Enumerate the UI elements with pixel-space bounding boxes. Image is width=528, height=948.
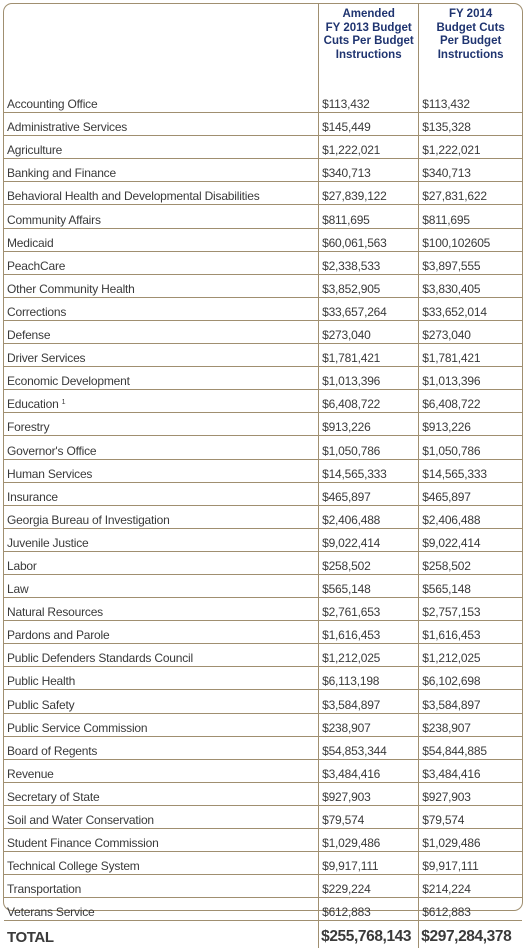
agency-name-cell	[4, 436, 319, 459]
fy2013-cut-value: $1,212,025	[319, 644, 419, 667]
agency-name-cell	[4, 251, 319, 274]
agency-name-cell	[4, 574, 319, 597]
fy2013-cut-value: $1,050,786	[319, 436, 419, 459]
table-row	[4, 713, 522, 736]
agency-name: Revenue	[7, 766, 54, 781]
fy2014-cut-value: $3,484,416	[419, 759, 522, 782]
fy2013-cut-value: $2,406,488	[319, 505, 419, 528]
table-row	[4, 644, 522, 667]
fy2013-cut-value: $54,853,344	[319, 736, 419, 759]
fy2014-cut-value: $9,917,111	[419, 852, 522, 875]
total-row	[4, 921, 522, 948]
fy2013-cut-value: $927,903	[319, 782, 419, 805]
agency-name-cell	[4, 898, 319, 921]
table-row	[4, 528, 522, 551]
table-row	[4, 367, 522, 390]
agency-name: Behavioral Health and Developmental Disabilities	[7, 189, 260, 204]
fy2014-cut-value: $100,102605	[419, 228, 522, 251]
total-fy2013-value: $255,768,143	[319, 921, 419, 948]
agency-name-cell	[4, 598, 319, 621]
agency-name: Labor	[7, 558, 37, 573]
table-row	[4, 829, 522, 852]
agency-name-cell	[4, 482, 319, 505]
table-row	[4, 805, 522, 828]
agency-name: Economic Development	[7, 374, 130, 389]
fy2013-cut-value: $1,781,421	[319, 344, 419, 367]
agency-name-cell	[4, 367, 319, 390]
agency-name: Public Service Commission	[7, 720, 148, 735]
agency-name: Human Services	[7, 466, 93, 481]
table-row	[4, 136, 522, 159]
table-row	[4, 274, 522, 297]
fy2013-cut-value: $6,113,198	[319, 667, 419, 690]
fy2014-cut-value: $565,148	[419, 574, 522, 597]
fy2014-cut-value: $33,652,014	[419, 297, 522, 320]
fy2013-cut-value: $913,226	[319, 413, 419, 436]
fy2013-cut-value: $465,897	[319, 482, 419, 505]
agency-name: Governor's Office	[7, 443, 97, 458]
agency-name-cell	[4, 113, 319, 136]
agency-name: Medicaid	[7, 235, 54, 250]
agency-name-cell	[4, 667, 319, 690]
agency-name-cell	[4, 297, 319, 320]
fy2013-cut-value: $811,695	[319, 205, 419, 228]
fy2013-cut-value: $1,222,021	[319, 136, 419, 159]
agency-name-cell	[4, 875, 319, 898]
agency-name: Corrections	[7, 304, 67, 319]
header-agency	[4, 4, 319, 90]
table-row	[4, 667, 522, 690]
fy2013-cut-value: $1,029,486	[319, 829, 419, 852]
table-row	[4, 736, 522, 759]
fy2013-cut-value: $3,584,897	[319, 690, 419, 713]
agency-name: Technical College System	[7, 859, 140, 874]
fy2014-cut-value: $811,695	[419, 205, 522, 228]
fy2013-cut-value: $79,574	[319, 805, 419, 828]
agency-name: Soil and Water Conservation	[7, 813, 154, 827]
agency-name-cell	[4, 159, 319, 182]
fy2014-cut-value: $1,029,486	[419, 829, 522, 852]
agency-name-cell	[4, 690, 319, 713]
agency-name-cell	[4, 782, 319, 805]
table-row	[4, 482, 522, 505]
agency-name: Juvenile Justice	[7, 535, 89, 550]
table-row	[4, 182, 522, 205]
agency-name: Insurance	[7, 489, 58, 504]
agency-name-cell	[4, 390, 319, 413]
fy2014-cut-value: $1,781,421	[419, 344, 522, 367]
header-fy2014-line: Instructions	[437, 48, 504, 61]
budget-cuts-table	[4, 4, 522, 948]
fy2014-cut-value: $54,844,885	[419, 736, 522, 759]
agency-name: Law	[7, 582, 29, 597]
fy2013-cut-value: $2,761,653	[319, 598, 419, 621]
table-row	[4, 852, 522, 875]
agency-name: Other Community Health	[7, 281, 135, 296]
agency-name: Agriculture	[7, 143, 63, 158]
table-row	[4, 320, 522, 343]
fy2013-cut-value: $2,338,533	[319, 251, 419, 274]
fy2014-cut-value: $1,013,396	[419, 367, 522, 390]
header-fy2013-line: FY 2013 Budget	[325, 21, 412, 34]
fy2014-cut-value: $612,883	[419, 898, 522, 921]
table-row	[4, 621, 522, 644]
header-fy2013-line: Amended	[342, 8, 395, 20]
table-row	[4, 344, 522, 367]
fy2013-cut-value: $6,408,722	[319, 390, 419, 413]
fy2013-cut-value: $33,657,264	[319, 297, 419, 320]
fy2013-cut-value: $340,713	[319, 159, 419, 182]
agency-name: Administrative Services	[7, 120, 128, 135]
table-row	[4, 90, 522, 113]
table-row	[4, 782, 522, 805]
fy2014-cut-value: $2,406,488	[419, 505, 522, 528]
footnote-marker: 1	[61, 399, 66, 407]
table-row	[4, 551, 522, 574]
fy2013-cut-value: $60,061,563	[319, 228, 419, 251]
table-row	[4, 759, 522, 782]
agency-name-cell	[4, 621, 319, 644]
fy2014-cut-value: $3,584,897	[419, 690, 522, 713]
table-row	[4, 459, 522, 482]
fy2013-cut-value: $3,852,905	[319, 274, 419, 297]
agency-name-cell	[4, 90, 319, 113]
fy2013-cut-value: $9,917,111	[319, 852, 419, 875]
table-row	[4, 297, 522, 320]
table-row	[4, 159, 522, 182]
fy2014-cut-value: $14,565,333	[419, 459, 522, 482]
agency-name: Public Safety	[7, 697, 75, 712]
agency-name-cell	[4, 736, 319, 759]
fy2013-cut-value: $238,907	[319, 713, 419, 736]
fy2014-cut-value: $2,757,153	[419, 598, 522, 621]
agency-name: Defense	[7, 328, 51, 343]
agency-name-cell	[4, 805, 319, 828]
header-fy2013-line: Instructions	[335, 48, 402, 61]
header-fy2013	[319, 4, 419, 90]
agency-name: Community Affairs	[7, 212, 101, 227]
agency-name: Banking and Finance	[7, 166, 116, 181]
fy2013-cut-value: $3,484,416	[319, 759, 419, 782]
fy2014-cut-value: $113,432	[419, 90, 522, 113]
agency-name-cell	[4, 528, 319, 551]
agency-name: Public Health	[7, 674, 76, 689]
fy2013-cut-value: $258,502	[319, 551, 419, 574]
agency-name-cell	[4, 182, 319, 205]
agency-name: PeachCare	[7, 258, 66, 273]
header-fy2014-line: Per Budget	[439, 35, 502, 47]
table-row	[4, 436, 522, 459]
agency-name-cell	[4, 344, 319, 367]
fy2014-cut-value: $9,022,414	[419, 528, 522, 551]
agency-name-cell	[4, 505, 319, 528]
fy2013-cut-value: $9,022,414	[319, 528, 419, 551]
table-row	[4, 205, 522, 228]
agency-name: Natural Resources	[7, 605, 103, 620]
agency-name: Transportation	[7, 882, 82, 897]
fy2014-cut-value: $3,897,555	[419, 251, 522, 274]
fy2013-cut-value: $229,224	[319, 875, 419, 898]
agency-name: Public Defenders Standards Council	[7, 651, 193, 666]
fy2014-cut-value: $79,574	[419, 805, 522, 828]
agency-name: Secretary of State	[7, 789, 100, 804]
fy2014-cut-value: $1,212,025	[419, 644, 522, 667]
agency-name: Georgia Bureau of Investigation	[7, 512, 170, 527]
agency-name: Driver Services	[7, 351, 86, 366]
agency-name-cell	[4, 551, 319, 574]
agency-name: Accounting Office	[7, 97, 98, 112]
agency-name-cell	[4, 759, 319, 782]
agency-name: Pardons and Parole	[7, 628, 110, 643]
fy2014-cut-value: $135,328	[419, 113, 522, 136]
fy2013-cut-value: $1,013,396	[319, 367, 419, 390]
fy2014-cut-value: $465,897	[419, 482, 522, 505]
fy2013-cut-value: $145,449	[319, 113, 419, 136]
fy2014-cut-value: $1,050,786	[419, 436, 522, 459]
agency-name-cell	[4, 228, 319, 251]
header-fy2013-line: Cuts Per Budget	[323, 35, 414, 47]
agency-name: Board of Regents	[7, 743, 98, 758]
fy2013-cut-value: $273,040	[319, 320, 419, 343]
fy2014-cut-value: $3,830,405	[419, 274, 522, 297]
agency-name: Veterans Service	[7, 905, 95, 920]
table-row	[4, 875, 522, 898]
fy2013-cut-value: $1,616,453	[319, 621, 419, 644]
table-row	[4, 251, 522, 274]
agency-name-cell	[4, 205, 319, 228]
agency-name-cell	[4, 459, 319, 482]
total-fy2014-value: $297,284,378	[419, 921, 522, 948]
table-row	[4, 505, 522, 528]
budget-cuts-table-frame	[3, 3, 523, 947]
table-row	[4, 390, 522, 413]
fy2014-cut-value: $927,903	[419, 782, 522, 805]
fy2014-cut-value: $913,226	[419, 413, 522, 436]
header-fy2014-line: Budget Cuts	[436, 21, 505, 34]
fy2014-cut-value: $1,616,453	[419, 621, 522, 644]
table-row	[4, 113, 522, 136]
agency-name-cell	[4, 644, 319, 667]
fy2013-cut-value: $565,148	[319, 574, 419, 597]
agency-name-cell	[4, 852, 319, 875]
fy2014-cut-value: $1,222,021	[419, 136, 522, 159]
agency-name-cell	[4, 413, 319, 436]
fy2014-cut-value: $27,831,622	[419, 182, 522, 205]
header-fy2014-line: FY 2014	[449, 8, 493, 20]
agency-name: Education	[7, 397, 59, 412]
table-row	[4, 574, 522, 597]
fy2014-cut-value: $340,713	[419, 159, 522, 182]
fy2013-cut-value: $14,565,333	[319, 459, 419, 482]
agency-name: Forestry	[7, 420, 50, 435]
fy2013-cut-value: $612,883	[319, 898, 419, 921]
table-row	[4, 413, 522, 436]
fy2013-cut-value: $27,839,122	[319, 182, 419, 205]
fy2014-cut-value: $6,102,698	[419, 667, 522, 690]
agency-name-cell	[4, 713, 319, 736]
table-row	[4, 598, 522, 621]
agency-name-cell	[4, 274, 319, 297]
table-row	[4, 228, 522, 251]
total-label: TOTAL	[4, 921, 319, 948]
agency-name-cell	[4, 320, 319, 343]
fy2014-cut-value: $214,224	[419, 875, 522, 898]
agency-name-cell	[4, 136, 319, 159]
table-row	[4, 898, 522, 921]
agency-name: Student Finance Commission	[7, 836, 159, 851]
fy2013-cut-value: $113,432	[319, 90, 419, 113]
fy2014-cut-value: $238,907	[419, 713, 522, 736]
fy2014-cut-value: $258,502	[419, 551, 522, 574]
agency-name-cell	[4, 829, 319, 852]
fy2014-cut-value: $273,040	[419, 320, 522, 343]
header-row	[4, 4, 522, 90]
fy2014-cut-value: $6,408,722	[419, 390, 522, 413]
table-row	[4, 690, 522, 713]
header-fy2014	[419, 4, 522, 90]
